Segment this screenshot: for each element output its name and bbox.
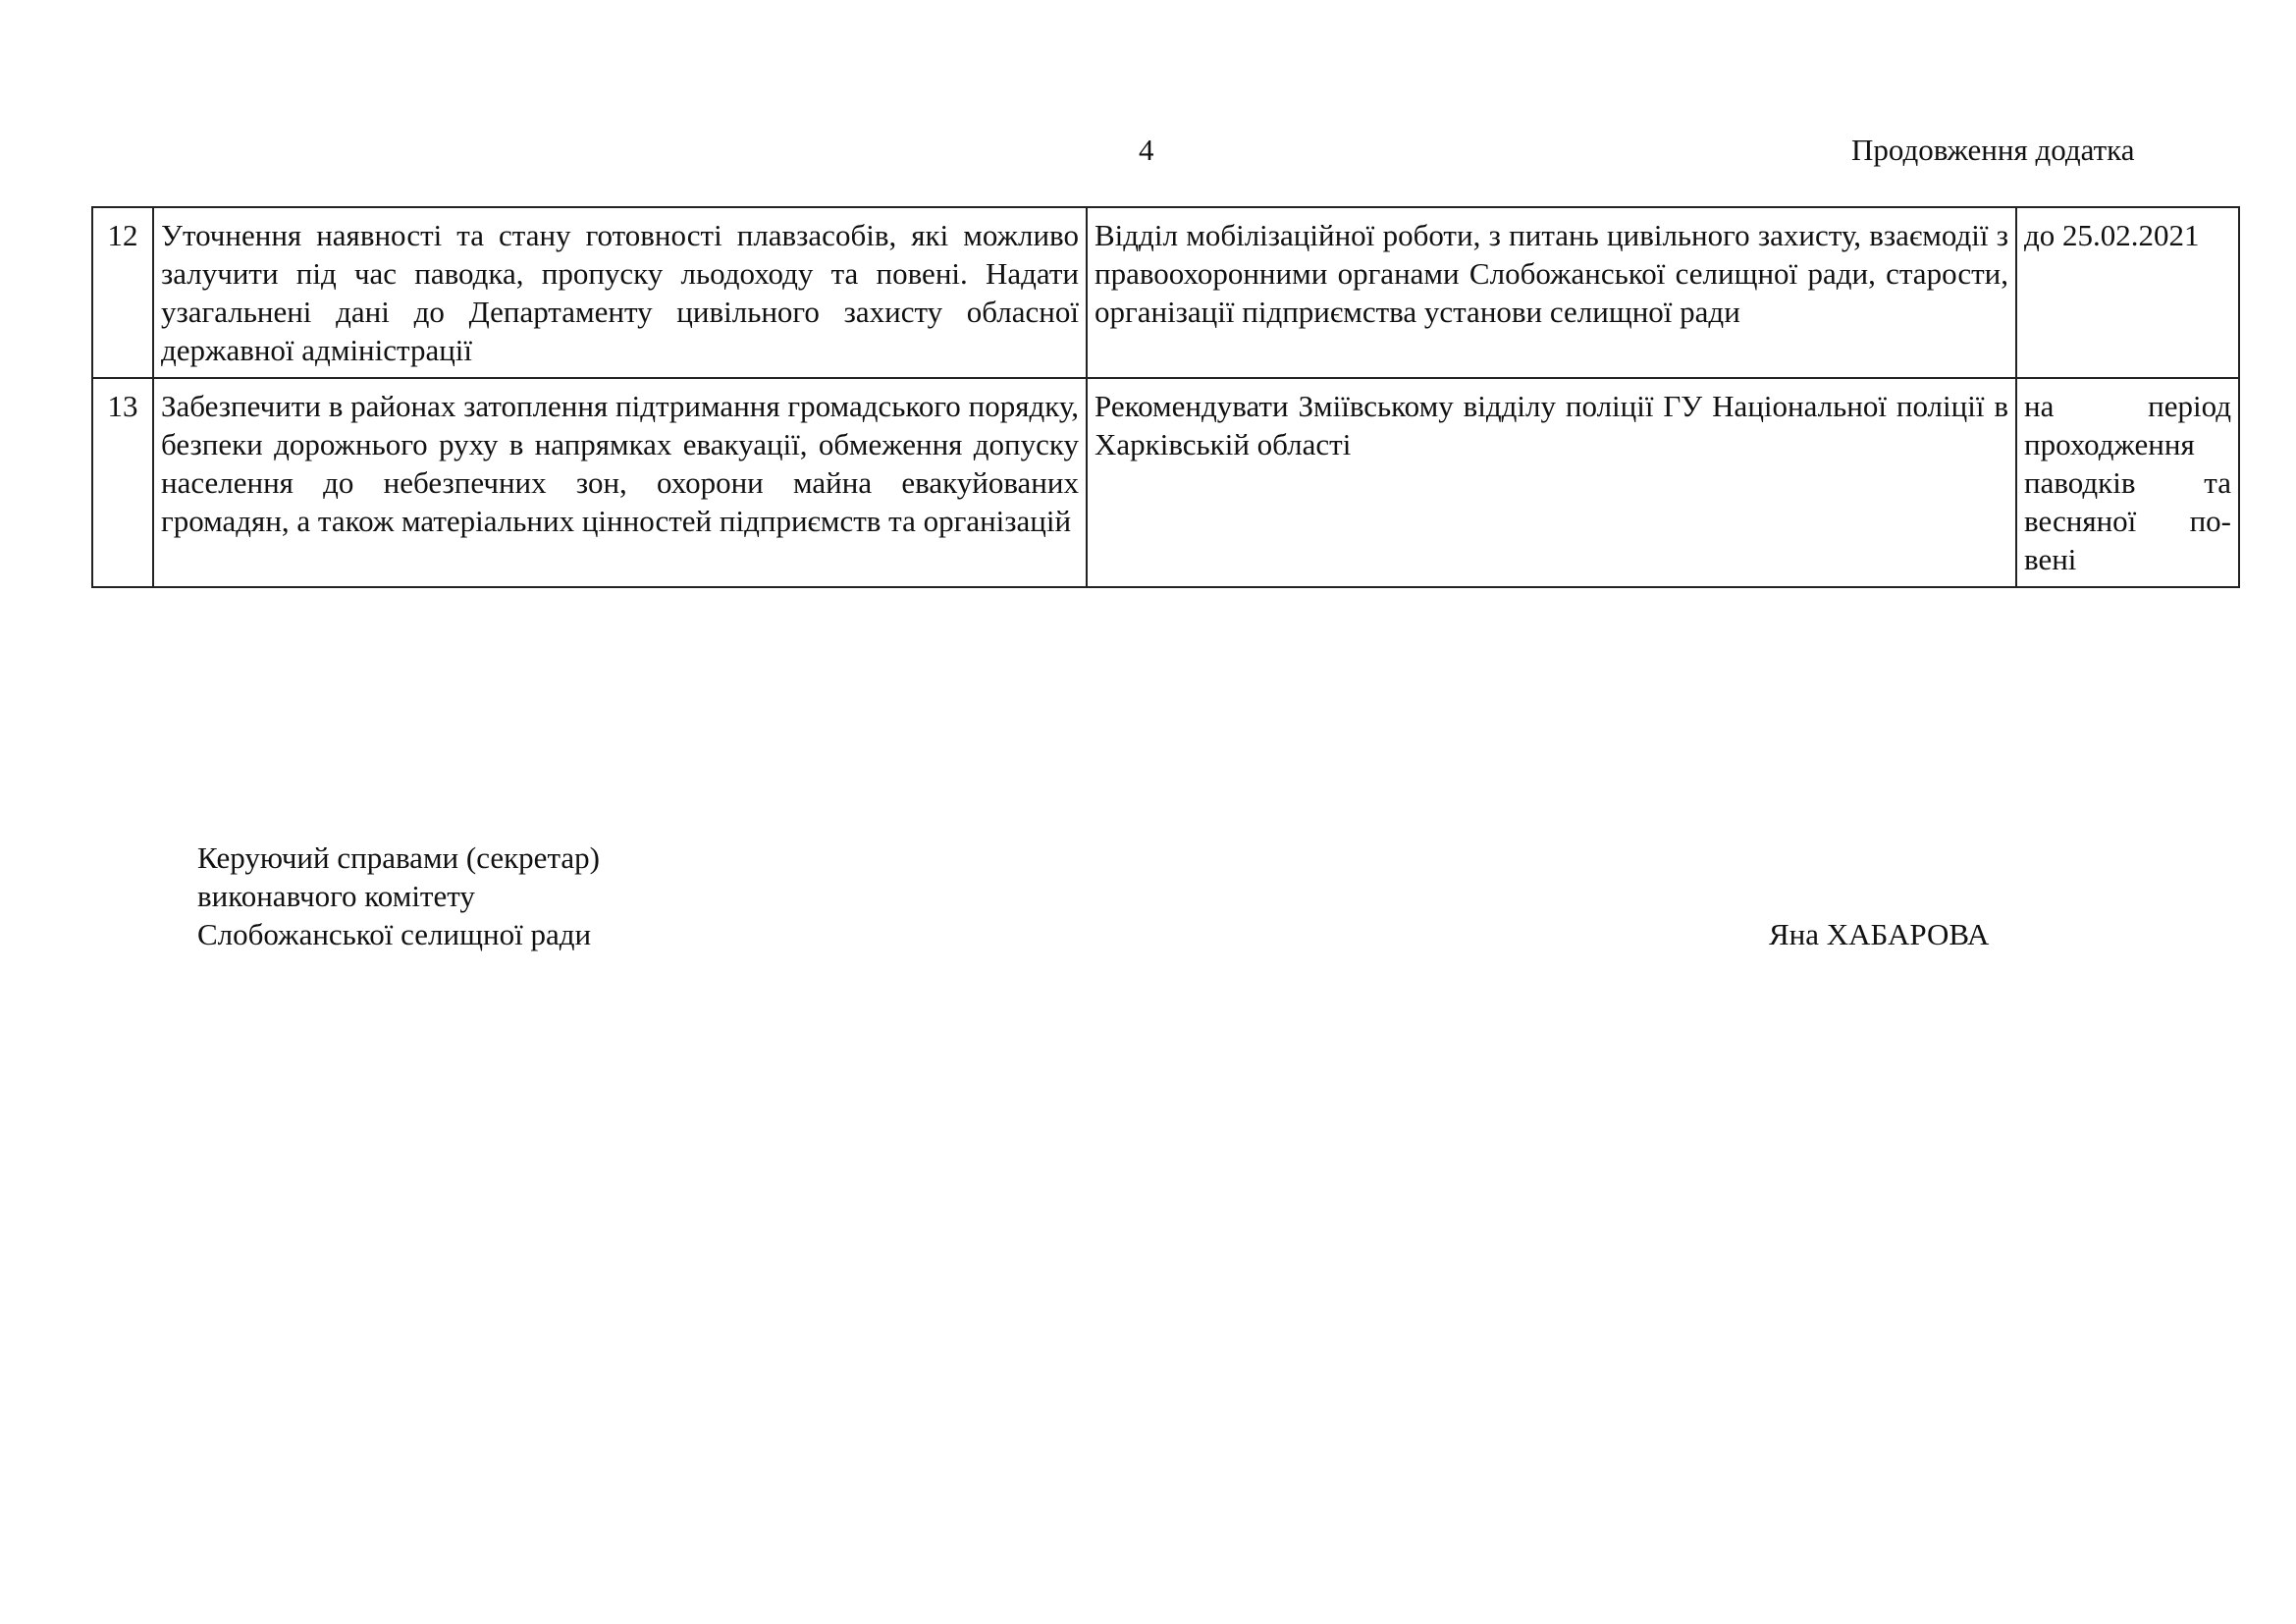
task-cell: Уточнення наявності та стану готовності плавзасобів, які можливо залучити під час паводка, пропуску льодоходу та повені. Надати узагальнені дані до Департаменту цивільного захисту обласної державної адміністрації — [153, 207, 1087, 378]
position-line: Слобожанської селищної ради — [197, 917, 592, 951]
signer-name: Яна ХАБАРОВА — [1769, 917, 1990, 951]
table-row — [92, 378, 2239, 587]
responsible-cell: Рекомендувати Зміївському відділу поліції ГУ Національної поліції в Харківській області — [1087, 378, 2016, 587]
position-line: виконавчого комітету — [197, 879, 475, 913]
position-line: Керуючий справами (секретар) — [197, 840, 600, 875]
row-number: 13 — [92, 378, 153, 587]
signature-position — [197, 839, 600, 953]
responsible-cell: Відділ мобілізаційної роботи, з питань цивільного захисту, взаємодії з правоохоронними органами Слобожанської селищної ради, старости, організації підприємства установи селищної ради — [1087, 207, 2016, 378]
row-number: 12 — [92, 207, 153, 378]
term-cell: на період проходження паводків та весняної по-вені — [2016, 378, 2239, 587]
measures-table — [91, 206, 2240, 588]
continuation-label: Продовження додатка — [1851, 133, 2135, 167]
page-number: 4 — [1139, 133, 1154, 167]
task-cell: Забезпечити в районах затоплення підтримання громадського порядку, безпеки дорожнього руху в напрямках евакуації, обмеження допуску населення до небезпечних зон, охорони майна евакуйованих громадян, а також матеріальних цінностей підприємств та організацій — [153, 378, 1087, 587]
term-cell: до 25.02.2021 — [2016, 207, 2239, 378]
table-row — [92, 207, 2239, 378]
